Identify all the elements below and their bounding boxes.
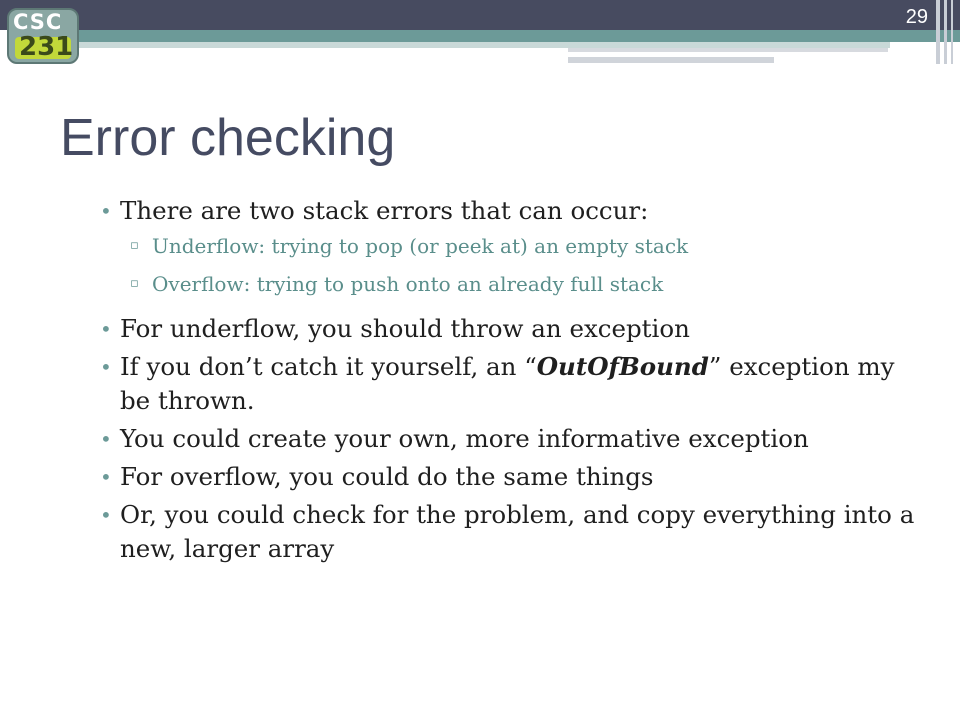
- bullet-icon: •: [100, 427, 112, 451]
- logo-text-number: 231: [19, 32, 74, 62]
- header-band: [0, 0, 960, 30]
- header-stripe: [70, 30, 960, 42]
- header-stripe-gray-short: [568, 57, 774, 63]
- bullet-text: For underflow, you should throw an exception: [120, 314, 690, 343]
- bullet-text: For overflow, you could do the same things: [120, 462, 654, 491]
- bullet-text-pre: If you don’t catch it yourself, an “: [120, 352, 537, 381]
- header-bar: [944, 0, 947, 64]
- bullet-text-post: ” exception my be thrown.: [120, 352, 895, 415]
- sub-bullet-text: Underflow: trying to pop (or peek at) an empty stack: [152, 234, 689, 258]
- exception-name: OutOfBound: [536, 352, 709, 381]
- bullet-icon: •: [100, 199, 112, 223]
- bullet-item: [100, 312, 930, 346]
- sub-bullet-text: Overflow: trying to push onto an already full stack: [152, 272, 664, 296]
- slide-title: Error checking: [60, 109, 396, 167]
- header-bar: [951, 0, 953, 64]
- bullet-icon: •: [100, 465, 112, 489]
- sub-bullet-icon: ▫: [130, 276, 139, 291]
- bullet-item: [100, 498, 930, 566]
- bullet-text: [120, 350, 930, 418]
- bullet-icon: •: [100, 317, 112, 341]
- header-bar: [936, 0, 940, 64]
- logo-text-csc: CSC: [13, 10, 63, 34]
- bullet-icon: •: [100, 355, 112, 379]
- bullet-item: [100, 422, 930, 456]
- course-logo: [7, 8, 79, 64]
- page-number: 29: [905, 6, 928, 28]
- sub-bullet-icon: ▫: [130, 238, 139, 253]
- slide-body: [100, 194, 930, 570]
- bullet-text: You could create your own, more informative exception: [120, 424, 809, 453]
- bullet-text: There are two stack errors that can occur:: [120, 196, 649, 225]
- bullet-item: [100, 460, 930, 494]
- bullet-text: Or, you could check for the problem, and copy everything into a new, larger array: [120, 500, 915, 563]
- bullet-icon: •: [100, 503, 112, 527]
- bullet-item: [100, 350, 930, 418]
- sub-bullet-item: [130, 270, 930, 298]
- header-stripe-gray: [568, 48, 888, 52]
- bullet-item: [100, 194, 930, 228]
- sub-bullet-item: [130, 232, 930, 260]
